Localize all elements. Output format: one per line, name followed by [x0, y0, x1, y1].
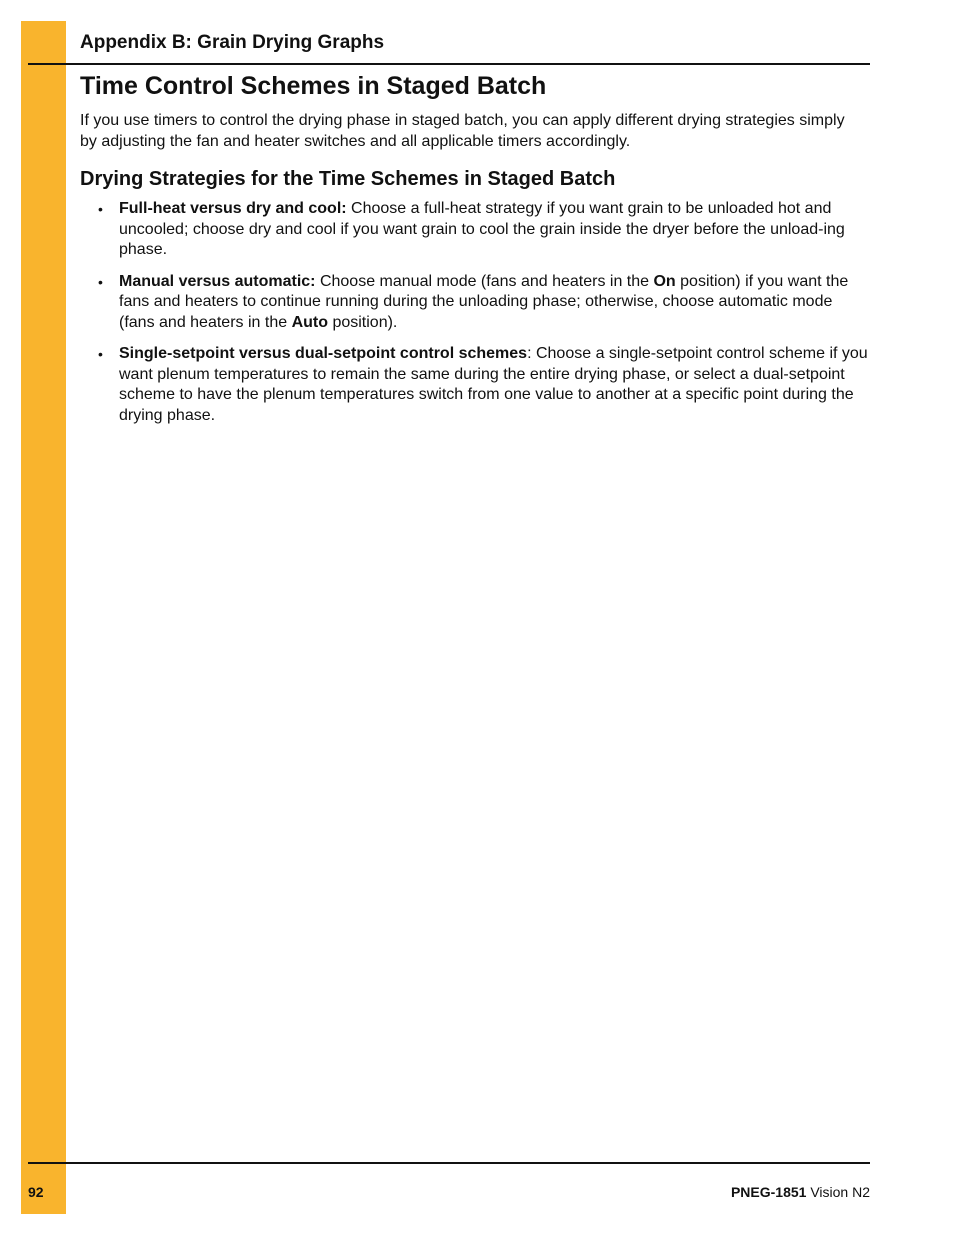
document-id	[731, 1183, 870, 1201]
list-item	[80, 272, 870, 334]
bullet-emphasis: On	[653, 272, 676, 290]
bullet-emphasis: Auto	[291, 313, 328, 331]
intro-paragraph: If you use timers to control the drying phase in staged batch, you can apply different drying strategies simply by adjusting the fan and heater switches and all applicable timers accordingly.	[80, 112, 845, 150]
bullet-icon: •	[98, 346, 103, 362]
strategy-list	[80, 199, 870, 437]
list-item	[80, 344, 870, 426]
bullet-term: Full-heat versus dry and cool:	[119, 200, 347, 217]
page-title: Time Control Schemes in Staged Batch	[80, 72, 547, 100]
bullet-term: Single-setpoint versus dual-setpoint control schemes	[119, 345, 528, 362]
top-divider	[28, 63, 870, 65]
document-code: PNEG-1851	[730, 1184, 807, 1200]
page-number: 92	[28, 1184, 44, 1200]
bullet-text: Choose manual mode (fans and heaters in the	[315, 272, 654, 290]
bullet-text: position).	[328, 313, 398, 331]
bullet-icon: •	[98, 201, 103, 217]
document-name: Vision N2	[806, 1184, 870, 1200]
list-item	[80, 199, 870, 261]
bullet-text: Choose a full-heat strategy if you want grain to be unloaded hot and uncooled; choose dry and cool if you want grain to cool the grain inside the dryer before the unload-ing phase.	[119, 200, 845, 258]
bullet-text: : Choose a single-setpoint control scheme if you want plenum temperatures to remain the same during the entire drying phase, or select a dual-setpoint scheme to have the plenum temperatures switch from one value to another at a specific point during the drying phase.	[119, 345, 868, 424]
side-color-bar	[21, 21, 66, 1214]
bullet-term: Manual versus automatic:	[119, 272, 316, 290]
bullet-icon: •	[98, 273, 103, 290]
bullet-text: position) if you want the fans and heaters to continue running during the unloading phase; otherwise, choose automatic mode (fans and heaters in the	[119, 272, 849, 331]
subheading: Drying Strategies for the Time Schemes in Staged Batch	[80, 168, 616, 190]
section-header: Appendix B: Grain Drying Graphs	[80, 32, 385, 53]
bottom-divider	[28, 1162, 870, 1164]
